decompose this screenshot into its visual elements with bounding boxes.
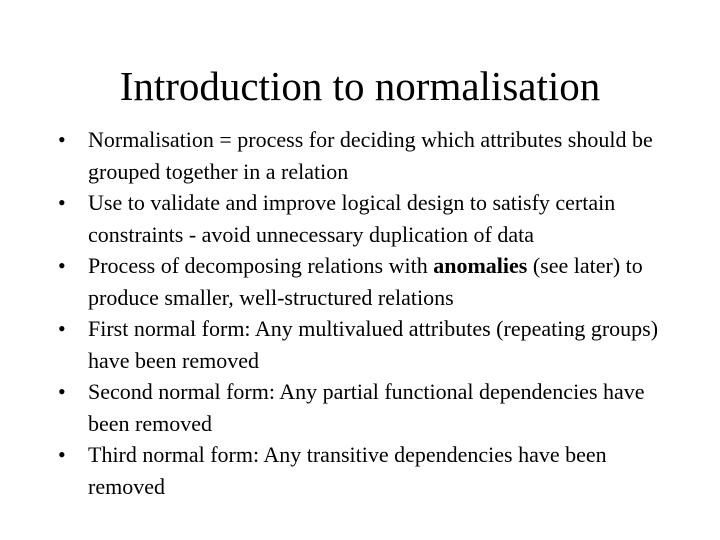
bullet-item-normalisation [58,124,678,187]
bullet-icon: • [58,379,66,404]
bullet-text-before: Process of decomposing relations with [88,253,434,278]
bullet-icon: • [58,316,66,341]
bullet-text: First normal form: Any multivalued attributes (repeating groups) have been removed [88,316,659,373]
bullet-text: Second normal form: Any partial functional dependencies have been removed [88,379,645,436]
bullet-icon: • [58,442,66,467]
bullet-icon: • [58,253,66,278]
bullet-text-after: (see later) to produce smaller, well-structured relations [88,253,643,310]
bullet-item-decomposing [58,250,678,313]
slide-title: Introduction to normalisation [119,63,601,109]
bullet-list [58,124,678,502]
bullet-item-third-normal-form [58,439,678,502]
bullet-icon: • [58,127,66,152]
bullet-item-first-normal-form [58,313,678,376]
bullet-item-validate [58,187,678,250]
bullet-text: Normalisation = process for deciding which attributes should be grouped together in a relation [88,127,653,184]
bullet-text: Third normal form: Any transitive dependencies have been removed [88,442,607,499]
bullet-text: Use to validate and improve logical design to satisfy certain constraints - avoid unnecessary duplication of data [88,190,616,247]
bullet-icon: • [58,190,66,215]
bullet-text-bold-anomalies: anomalies [433,253,528,278]
bullet-item-second-normal-form [58,376,678,439]
